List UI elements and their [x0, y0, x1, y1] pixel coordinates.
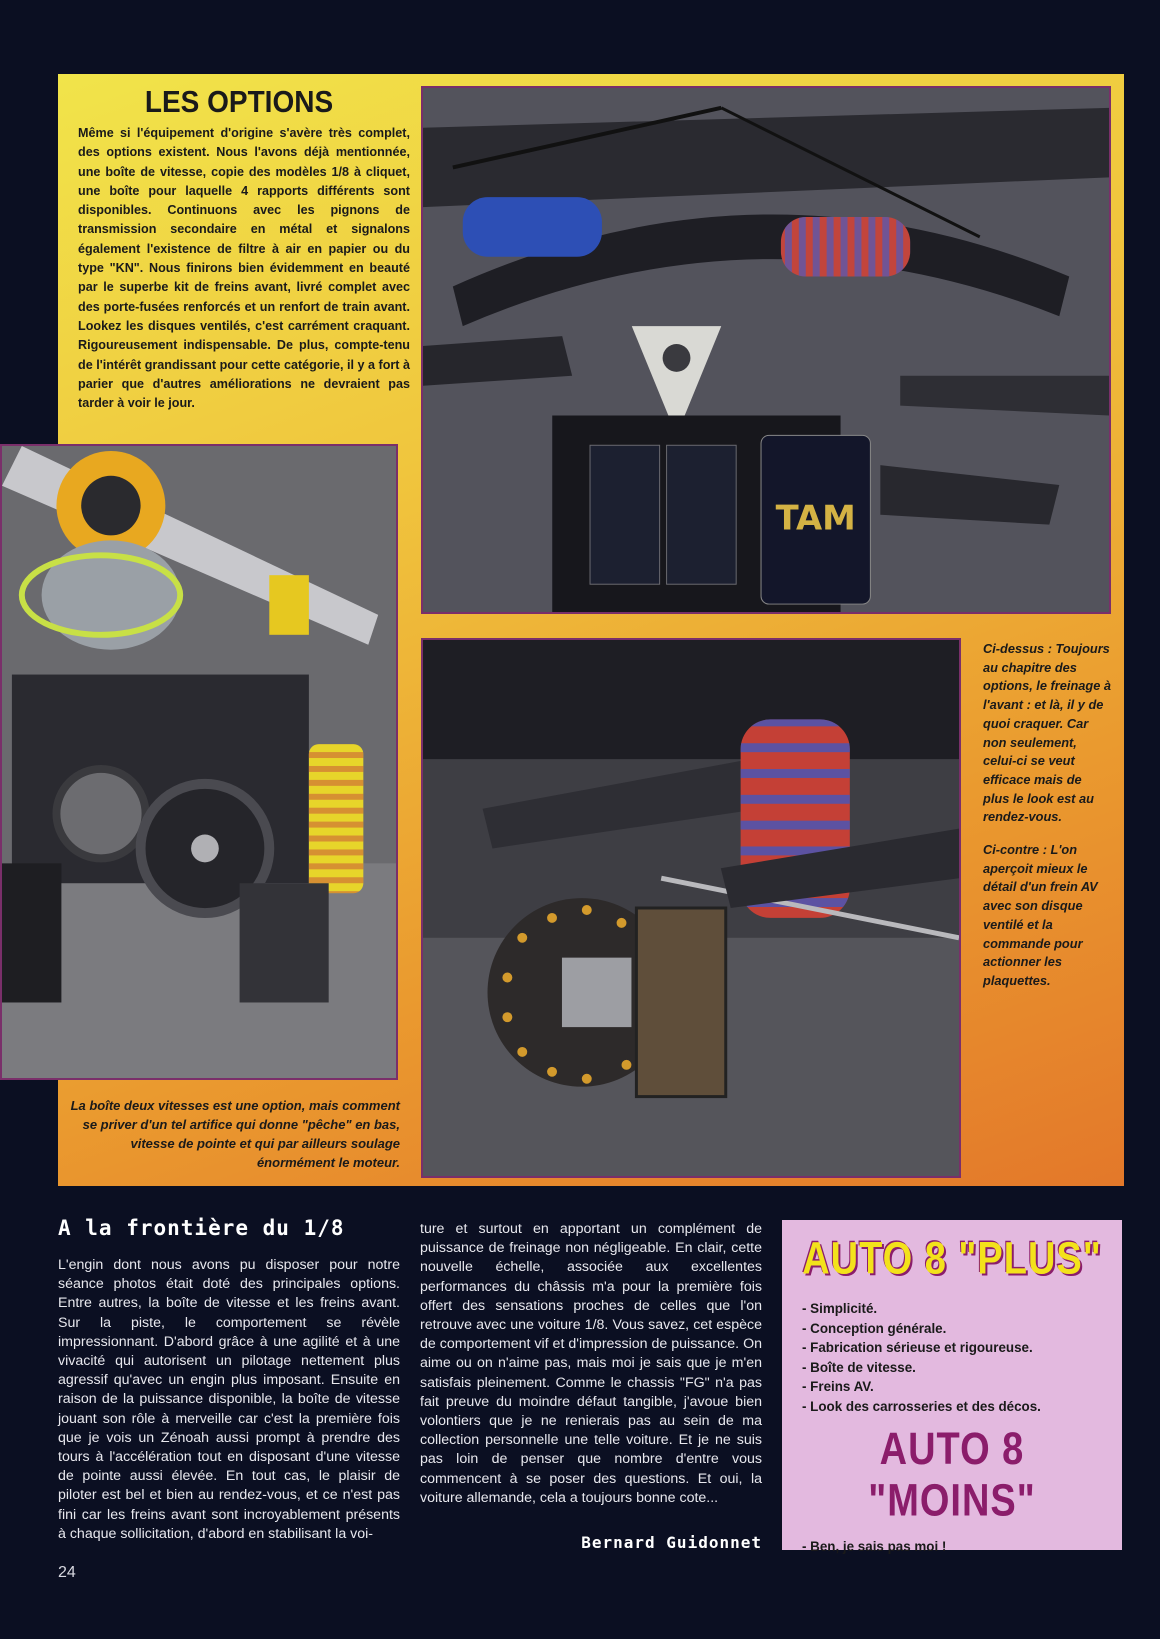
list-item: - Simplicité. — [802, 1301, 878, 1316]
options-sidebar — [60, 76, 420, 432]
caption-left: La boîte deux vitesses est une option, mais comment se priver d'un tel artifice qui donne "pêche" en bas, vitesse de pointe et qui par ailleurs soulage énormément le moteur. — [70, 1098, 400, 1170]
article-column-2: ture et surtout en apportant un complément de puissance de freinage non négligeable. En clair, cette nouvelle échelle, associée aux excellentes performances du châssis m'a pour la première fois offert des sensations proches de celles que l'on retrouve avec une voiture 1/8. Vous savez, cet espèce de comportement vif et d'impression de puissance. On aime ou on n'aime pas, mais moi je sais que je m'en satisfais pleinement. Comme le chassis "FG" n'a pas fait preuve du moindre défaut tangible, j'avoue bien volontiers que je ne renierais pas au sein de ma collection personnelle une telle voiture. Et je ne suis pas loin de penser que nombre d'entre vous commencent à se poser des questions. Et oui, la voiture allemande, cela a toujours bonne cote... — [420, 1221, 762, 1506]
options-text: Même si l'équipement d'origine s'avère très complet, des options existent. Nous l'avons déjà mentionnée, une boîte de vitesse, copie des modèles 1/8 à cliquet, une boîte pour laquelle 4 rapports différents sont disponibles. Continuons avec les pignons de transmission secondaire en métal et signalons également l'existence de filtre à air en papier ou du type "KN". Nous finirons bien évidemment en beauté par le superbe kit de freins avant, livré complet avec des porte-fusées renforcés et un renfort de train avant. Lookez les disques ventilés, c'est carrément craquant. Rigoureusement indispensable. De plus, compte-tenu de l'intérêt grandissant pour cette catégorie, il y a fort à parier que d'autres améliorations ne devraient pas tarder à voir le jour. — [78, 126, 410, 411]
caption-right-2: Ci-contre : L'on aperçoit mieux le détail d'un frein AV avec son disque ventilé et la commande pour actionner les plaquettes. — [983, 842, 1098, 988]
caption-right-1: Ci-dessus : Toujours au chapitre des options, le freinage à l'avant : et là, il y de quoi craquer. Car non seulement, celui-ci se veut efficace mais de plus le look est au rendez-vous. — [983, 641, 1111, 825]
photo-gearbox — [0, 444, 398, 1080]
list-item: - Boîte de vitesse. — [802, 1359, 916, 1375]
list-item: - Freins AV. — [802, 1379, 874, 1395]
plus-list — [794, 1299, 1110, 1417]
photo-front-suspension — [421, 86, 1111, 614]
photo-brake-detail — [421, 638, 961, 1178]
author-name: Bernard Guidonnet — [581, 1533, 762, 1552]
page-number: 24 — [58, 1564, 76, 1581]
box-logo: TAM — [775, 498, 856, 538]
article-title: A la frontière du 1/8 — [58, 1216, 345, 1240]
plus-title: AUTO 8 "PLUS" — [802, 1233, 1102, 1285]
list-item: - Look des carrosseries et des décos. — [802, 1398, 1041, 1414]
caption-right — [983, 640, 1111, 1005]
moins-title: AUTO 8 "MOINS" — [868, 1423, 1036, 1526]
moins-list — [794, 1537, 1110, 1557]
list-item: - Conception générale. — [802, 1320, 947, 1336]
article-column-1: L'engin dont nous avons pu disposer pour notre séance photos était doté des principales options. Entre autres, la boîte de vitesse et les freins avant. Sur la piste, le comportement se révèle impressionnant. D'abord grâce à une agilité et à une vivacité qui autorisent un pilotage nettement plus agressif qu'avec un engin plus imposant. Ensuite en raison de la puissance disponible, la boîte de vitesse jouant son rôle à merveille car c'est la première fois que je vois un Zénoah aussi prompt à prendre des tours à l'accélération tout en disposant d'une vitesse de pointe aussi élevée. En tout cas, le plaisir de piloter est bel et bien au rendez-vous, et ce n'est pas fini car les freins avant sont incroyablement présents à chaque sollicitation, d'abord en stabilisant la voi- — [58, 1257, 400, 1542]
list-item: - Fabrication sérieuse et rigoureuse. — [802, 1340, 1033, 1356]
options-title: LES OPTIONS — [144, 84, 334, 119]
list-item: - Ben, je sais pas moi ! — [802, 1538, 947, 1554]
plus-moins-box — [782, 1220, 1122, 1554]
